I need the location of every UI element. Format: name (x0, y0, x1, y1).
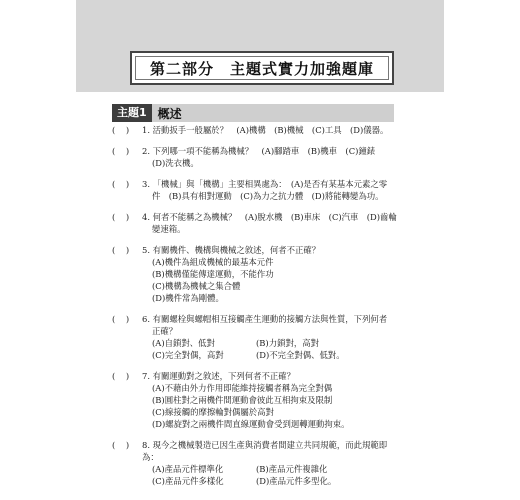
question-item (112, 313, 402, 361)
option-row (142, 337, 402, 349)
option: (C)完全對偶，高對 (152, 350, 224, 360)
section-label: 主題1 (112, 104, 152, 122)
question-line: (A)機件為組成機械的最基本元件 (152, 257, 274, 267)
question-list (112, 124, 402, 496)
question-line: 變速箱。 (152, 224, 186, 234)
question-stem: 6. 有關螺栓與螺帽相互接觸產生運動的接觸方法與性質，下列何者 (142, 314, 388, 324)
question-item (112, 244, 402, 304)
question-stem: 3. 「機械」與「機構」主要相異處為： (A)是否有某基本元素之零 (142, 179, 388, 189)
section-name: 概述 (157, 106, 182, 121)
option-row (142, 475, 402, 487)
question-line: 正確？ (152, 326, 178, 336)
question-body (142, 211, 402, 235)
section-bar (112, 104, 394, 122)
question-line: (A)不藉由外力作用即能維持接觸者稱為完全對偶 (152, 383, 333, 393)
option: (D)不完全對偶、低對。 (256, 350, 345, 360)
question-line: (D)螺旋對之兩機件間直線運動會受到迴轉運動拘束。 (152, 419, 350, 429)
question-line: (C)機構為機械之集合體 (152, 281, 241, 291)
question-line: (D)機件常為剛體。 (152, 293, 224, 303)
question-line: 件 (B)具有相對運動 (C)為力之抗力體 (D)將能轉變為功。 (152, 191, 384, 201)
question-item (112, 211, 402, 235)
question-stem: 8. 現今之機械製造已因生產與消費者間建立共同規範，而此規範即為： (142, 440, 388, 462)
question-body (142, 439, 402, 487)
part-title-box (130, 51, 394, 85)
option: (A)自鎖對、低對 (152, 338, 215, 348)
answer-blank[interactable]: ( ) (112, 440, 130, 450)
question-body (142, 313, 402, 361)
question-line: (B)圓柱對之兩機件間運動會彼此互相拘束及限制 (152, 395, 333, 405)
option: (C)產品元件多樣化 (152, 476, 224, 486)
option-row (142, 349, 402, 361)
question-item (112, 145, 402, 169)
question-body (142, 370, 402, 430)
answer-blank[interactable]: ( ) (112, 314, 130, 324)
option: (A)產品元件標準化 (152, 464, 224, 474)
option: (D)產品元件多型化。 (256, 476, 337, 486)
question-stem: 7. 有關運動對之敘述，下列何者不正確？ (142, 371, 296, 381)
answer-blank[interactable]: ( ) (112, 212, 130, 222)
question-stem: 2. 下列哪一項不能稱為機械？ (A)腳踏車 (B)機車 (C)鐘錶 (142, 146, 376, 156)
question-body (142, 124, 402, 136)
answer-blank[interactable]: ( ) (112, 179, 130, 189)
option-row (142, 463, 402, 475)
option: (B)產品元件複雜化 (256, 464, 328, 474)
question-item (112, 124, 402, 136)
answer-blank[interactable]: ( ) (112, 125, 130, 135)
question-stem: 1. 活動扳手一般屬於？ (A)機構 (B)機械 (C)工具 (D)儀器。 (142, 125, 389, 135)
question-item (112, 178, 402, 202)
question-item (112, 370, 402, 430)
answer-blank[interactable]: ( ) (112, 371, 130, 381)
question-stem: 4. 何者不能稱之為機械？ (A)脫水機 (B)車床 (C)汽車 (D)齒輪 (142, 212, 397, 222)
question-item (112, 439, 402, 487)
question-line: (C)線接觸的摩擦輪對偶屬於高對 (152, 407, 274, 417)
answer-blank[interactable]: ( ) (112, 146, 130, 156)
option: (B)力鎖對，高對 (256, 338, 319, 348)
question-line: (D)洗衣機。 (152, 158, 199, 168)
answer-blank[interactable]: ( ) (112, 245, 130, 255)
section-tag (112, 104, 182, 122)
question-body (142, 244, 402, 304)
question-body (142, 178, 402, 202)
part-title: 第二部分 主題式實力加強題庫 (149, 59, 374, 78)
question-body (142, 145, 402, 169)
question-stem: 5. 有關機件、機構與機械之敘述，何者不正確？ (142, 245, 321, 255)
question-line: (B)機構僅能傳達運動，不能作功 (152, 269, 274, 279)
